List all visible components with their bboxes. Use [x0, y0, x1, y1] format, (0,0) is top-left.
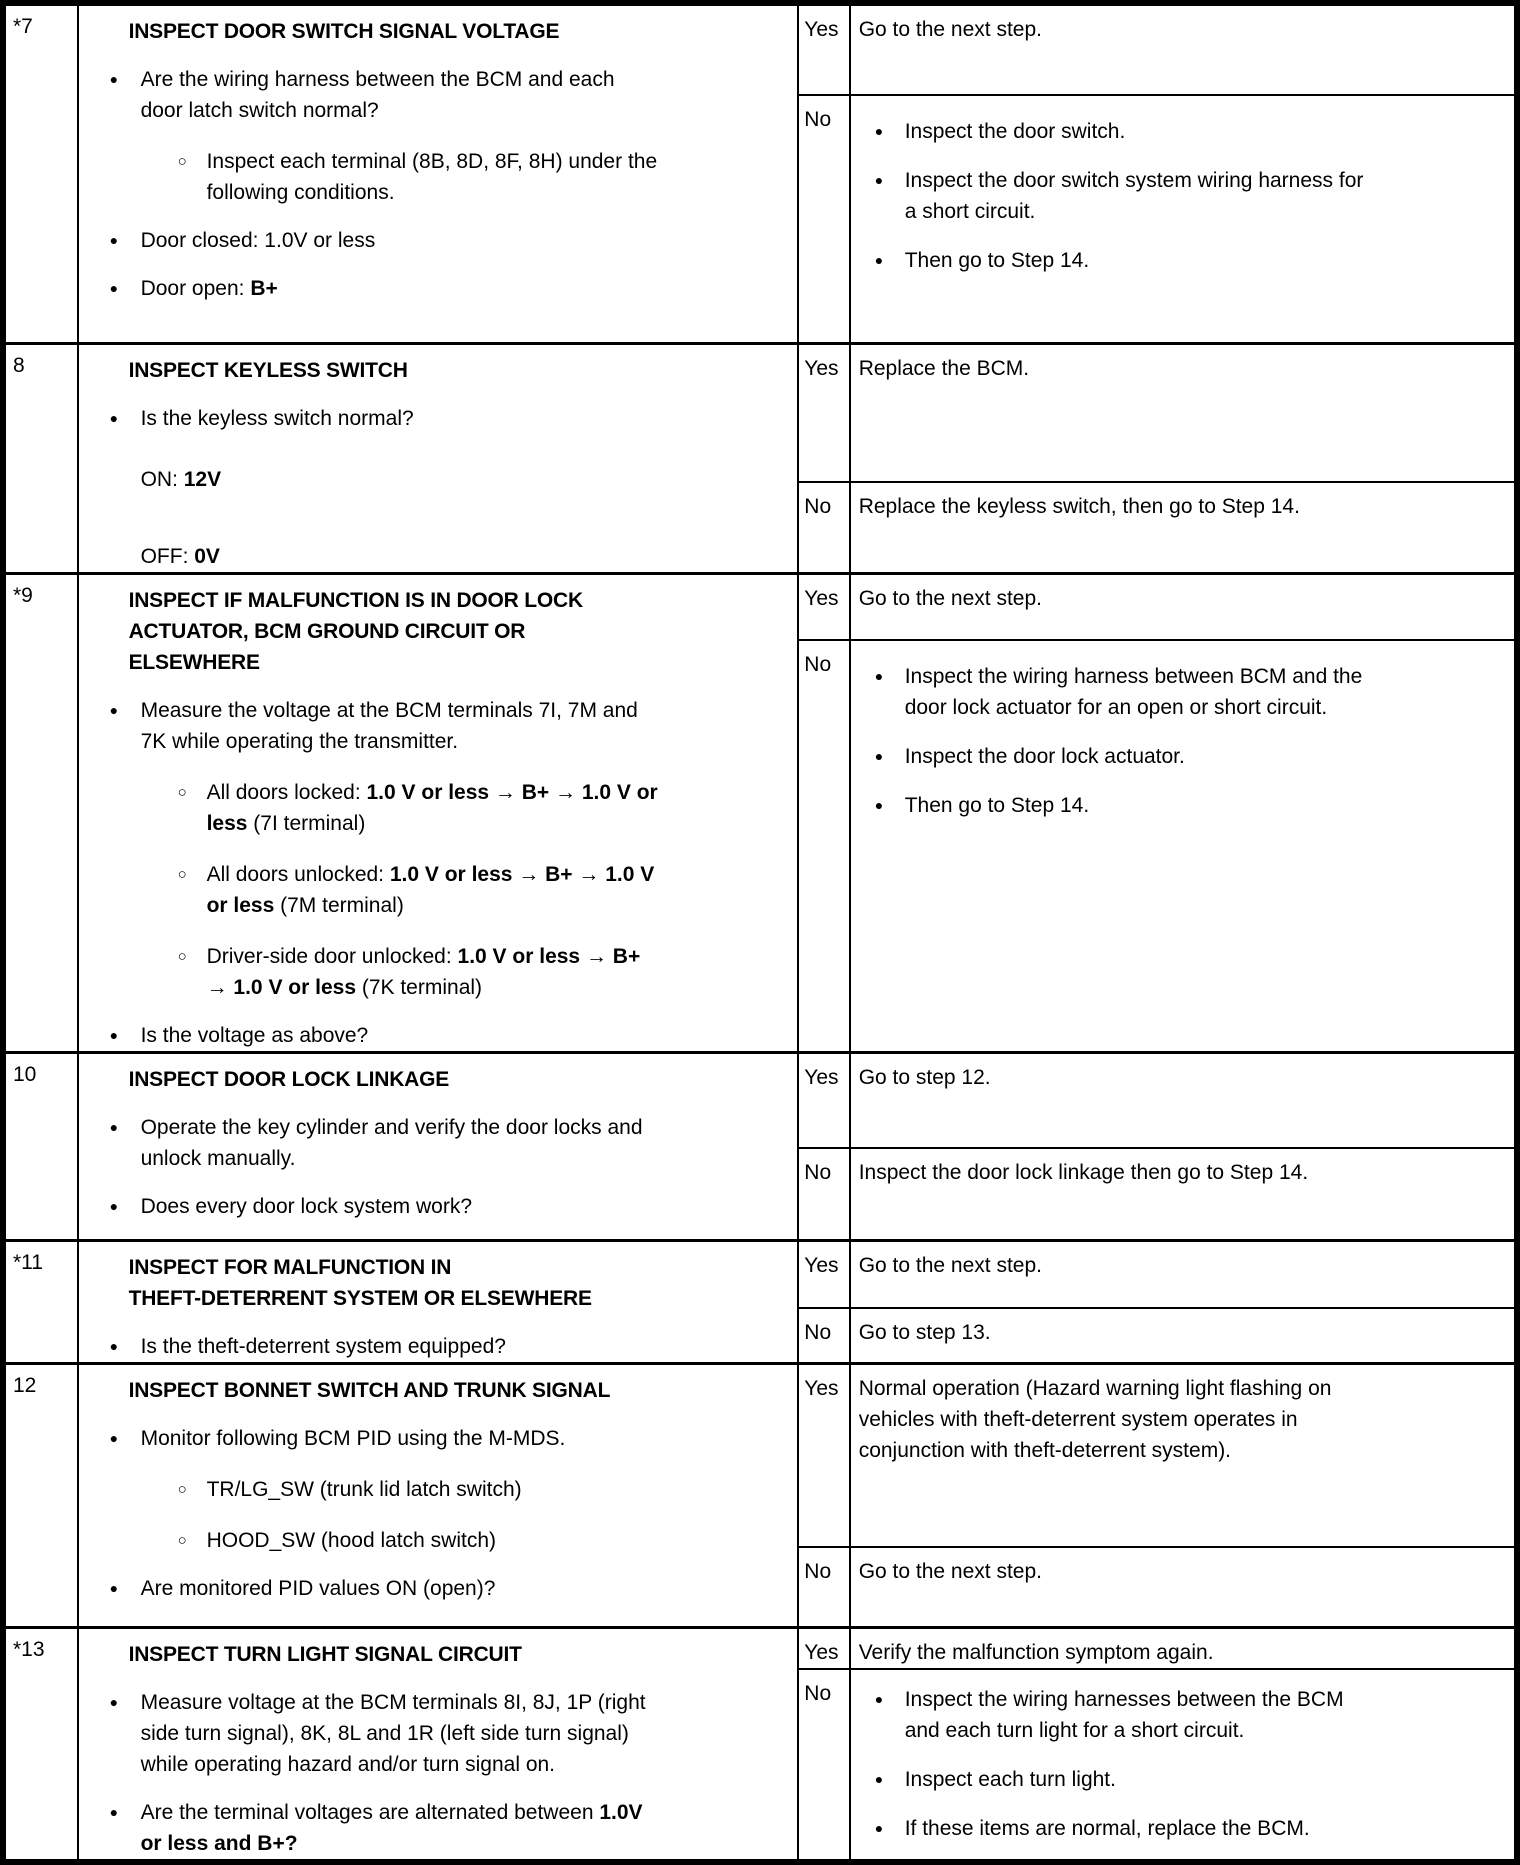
item-text: ON: 12V [140, 467, 222, 491]
table-row-yes [3, 343, 1517, 482]
verdict-label: No [804, 1161, 832, 1184]
action-text: Go to step 12. [858, 1065, 991, 1089]
action-cell [850, 1627, 1517, 1669]
item-text: Does every door lock system work? [140, 1194, 473, 1218]
bullet-icon: ● [109, 1579, 119, 1596]
step-number: *7 [13, 15, 33, 38]
inspection-sub-item [175, 941, 784, 1003]
verdict-label: No [804, 494, 832, 518]
verdict-cell [798, 1052, 849, 1148]
item-text: Is the keyless switch normal? [140, 406, 414, 430]
bullet-icon: ● [874, 1690, 884, 1707]
action-text: Normal operation (Hazard warning light flashing on vehicles with theft-deterrent system operates in conjunction with theft-deterrent system). [858, 1376, 1332, 1462]
inspection-item [107, 64, 784, 126]
action-cell [850, 482, 1517, 573]
inspection-item [107, 695, 784, 757]
sub-bullet-icon: ○ [177, 947, 187, 965]
bullet-icon: ● [109, 1118, 119, 1135]
verdict-cell [798, 3, 849, 95]
step-cell [3, 1052, 78, 1240]
action-cell [850, 1052, 1517, 1148]
action-cell [850, 3, 1517, 95]
action-text: Then go to Step 14. [904, 249, 1090, 272]
action-text: Replace the keyless switch, then go to Step 14. [858, 494, 1300, 518]
item-text: Measure the voltage at the BCM terminals 7I, 7M and 7K while operating the transmitter. [140, 698, 638, 753]
inspection-item [107, 1331, 784, 1362]
action-text: Go to step 13. [858, 1320, 991, 1344]
inspection-sub-item [175, 777, 784, 839]
bullet-icon: ● [874, 1770, 884, 1787]
inspection-cell [78, 1627, 799, 1862]
inspection-cell [78, 1240, 799, 1363]
verdict-label: No [804, 652, 832, 676]
sub-bullet-icon: ○ [177, 865, 187, 883]
action-text: Inspect the door lock actuator. [904, 744, 1185, 768]
action-item [873, 661, 1504, 723]
step-title-line: INSPECT DOOR LOCK LINKAGE [128, 1067, 450, 1091]
action-cell [850, 95, 1517, 343]
table-row-yes [3, 3, 1517, 95]
action-item [873, 1813, 1504, 1844]
action-item [873, 116, 1504, 147]
item-text: Inspect each terminal (8B, 8D, 8F, 8H) under the following conditions. [206, 150, 658, 204]
action-text: Go to the next step. [858, 586, 1042, 610]
item-text: Are the wiring harness between the BCM and each door latch switch normal? [140, 68, 615, 122]
inspection-item [107, 1112, 784, 1174]
table-row-yes [3, 1627, 1517, 1669]
inspection-item [107, 1191, 784, 1222]
step-number: *9 [13, 583, 33, 607]
step-number: 12 [13, 1373, 37, 1397]
action-text: Inspect the door switch system wiring harness for a short circuit. [904, 169, 1364, 223]
item-text: Is the voltage as above? [140, 1023, 369, 1047]
bullet-icon: ● [109, 71, 119, 87]
bullet-icon: ● [874, 667, 884, 684]
item-text: Door open: B+ [140, 277, 278, 300]
step-title [129, 1064, 689, 1095]
step-number: *11 [13, 1250, 43, 1274]
verdict-cell [798, 1363, 849, 1547]
inspection-sub-item [175, 146, 784, 208]
sub-bullet-icon: ○ [177, 1531, 187, 1549]
step-cell [3, 343, 78, 573]
verdict-cell [798, 1240, 849, 1308]
action-text: Verify the malfunction symptom again. [858, 1640, 1214, 1664]
action-item [873, 245, 1504, 276]
bullet-icon: ● [109, 1693, 119, 1710]
action-text: Then go to Step 14. [904, 793, 1090, 817]
verdict-cell [798, 343, 849, 482]
step-title-line: INSPECT FOR MALFUNCTION IN [128, 1255, 452, 1279]
step-title [129, 1252, 689, 1314]
table-row-yes [3, 1240, 1517, 1308]
item-text: Door closed: 1.0V or less [140, 229, 376, 252]
action-item [873, 741, 1504, 772]
action-text: Go to the next step. [858, 1253, 1042, 1277]
bullet-icon: ● [874, 123, 884, 139]
step-number: 8 [13, 353, 25, 377]
action-item [873, 1764, 1504, 1795]
item-text: TR/LG_SW (trunk lid latch switch) [206, 1477, 522, 1501]
step-cell [3, 1240, 78, 1363]
item-text: OFF: 0V [140, 544, 220, 568]
inspection-cell [78, 343, 799, 573]
sub-bullet-icon: ○ [177, 783, 187, 801]
action-cell [850, 573, 1517, 640]
verdict-label: Yes [804, 586, 839, 610]
verdict-cell [798, 482, 849, 573]
verdict-label: Yes [804, 356, 839, 380]
verdict-cell [798, 1669, 849, 1862]
step-number: 10 [13, 1062, 37, 1086]
step-title [129, 16, 689, 47]
inspection-cell [78, 573, 799, 1052]
verdict-cell [798, 1308, 849, 1363]
action-text: Inspect each turn light. [904, 1767, 1116, 1791]
action-text: If these items are normal, replace the BCM. [904, 1816, 1310, 1840]
verdict-label: Yes [804, 1065, 839, 1089]
bullet-icon: ● [109, 1337, 119, 1354]
step-title [129, 1375, 689, 1406]
bullet-icon: ● [109, 1429, 119, 1446]
table-row-yes [3, 1052, 1517, 1148]
action-text: Inspect the door switch. [904, 120, 1126, 143]
table-row-yes [3, 573, 1517, 640]
action-text: Inspect the door lock linkage then go to Step 14. [858, 1161, 1309, 1184]
verdict-cell [798, 1547, 849, 1627]
bullet-icon: ● [109, 409, 119, 426]
step-title [129, 585, 689, 678]
step-cell [3, 1363, 78, 1627]
step-title-line: INSPECT DOOR SWITCH SIGNAL VOLTAGE [128, 20, 560, 43]
action-cell [850, 1669, 1517, 1862]
verdict-label: Yes [804, 1376, 839, 1400]
inspection-item [107, 403, 784, 434]
step-title-line: THEFT-DETERRENT SYSTEM OR ELSEWHERE [128, 1286, 592, 1310]
inspection-sub-item [175, 1474, 784, 1505]
inspection-item [107, 1797, 784, 1859]
step-title-line: ELSEWHERE [128, 650, 260, 674]
verdict-label: Yes [804, 1640, 839, 1664]
step-title-line: INSPECT BONNET SWITCH AND TRUNK SIGNAL [128, 1378, 611, 1402]
table-row-yes [3, 1363, 1517, 1547]
inspection-item [107, 273, 784, 304]
inspection-cell [78, 1363, 799, 1627]
item-text: Are the terminal voltages are alternated between 1.0V or less and B+? [140, 1800, 643, 1855]
bullet-icon: ● [874, 172, 884, 188]
action-cell [850, 1308, 1517, 1363]
inspection-item [107, 1687, 784, 1780]
action-item [873, 165, 1504, 227]
action-text: Inspect the wiring harnesses between the BCM and each turn light for a short circuit. [904, 1687, 1344, 1742]
action-cell [850, 640, 1517, 1052]
verdict-cell [798, 1148, 849, 1240]
inspection-cell [78, 3, 799, 343]
bullet-icon: ● [109, 280, 119, 296]
action-cell [850, 1240, 1517, 1308]
verdict-label: No [804, 1320, 832, 1344]
item-text: Measure voltage at the BCM terminals 8I, 8J, 1P (right side turn signal), 8K, 8L and 1R (left side turn signal) while operating hazard and/or turn signal on. [140, 1690, 646, 1776]
inspection-item [107, 1423, 784, 1454]
step-title-line: INSPECT IF MALFUNCTION IS IN DOOR LOCK [128, 588, 583, 612]
verdict-label: Yes [804, 18, 839, 41]
bullet-icon: ● [874, 252, 884, 268]
action-text: Go to the next step. [858, 18, 1042, 41]
bullet-icon: ● [109, 1197, 119, 1214]
step-title [129, 1639, 689, 1670]
verdict-cell [798, 573, 849, 640]
inspection-item [107, 225, 784, 256]
step-cell [3, 573, 78, 1052]
action-text: Inspect the wiring harness between BCM and the door lock actuator for an open or short circuit. [904, 664, 1363, 719]
verdict-cell [798, 640, 849, 1052]
action-item [873, 790, 1504, 821]
verdict-label: No [804, 1560, 832, 1583]
action-text: Go to the next step. [858, 1560, 1042, 1583]
item-text: HOOD_SW (hood latch switch) [206, 1528, 496, 1552]
step-cell [3, 3, 78, 343]
step-cell [3, 1627, 78, 1862]
action-cell [850, 1547, 1517, 1627]
item-text: Monitor following BCM PID using the M-MDS. [140, 1426, 566, 1450]
action-cell [850, 1363, 1517, 1547]
bullet-icon: ● [874, 1819, 884, 1836]
verdict-cell [798, 95, 849, 343]
verdict-cell [798, 1627, 849, 1669]
inspection-item [107, 1573, 784, 1604]
step-number: *13 [13, 1637, 45, 1661]
bullet-icon: ● [874, 747, 884, 764]
inspection-cell [78, 1052, 799, 1240]
item-text: Operate the key cylinder and verify the door locks and unlock manually. [140, 1115, 643, 1170]
bullet-icon: ● [109, 1026, 119, 1043]
sub-bullet-icon: ○ [177, 153, 187, 170]
verdict-label: Yes [804, 1253, 839, 1277]
inspection-item [107, 1020, 784, 1051]
action-cell [850, 343, 1517, 482]
item-text: Are monitored PID values ON (open)? [140, 1576, 496, 1600]
item-text: All doors locked: 1.0 V or less → B+ → 1.0 V or less (7I terminal) [206, 780, 658, 835]
action-cell [850, 1148, 1517, 1240]
step-title-line: INSPECT KEYLESS SWITCH [128, 358, 408, 382]
step-title-line: INSPECT TURN LIGHT SIGNAL CIRCUIT [128, 1642, 522, 1666]
bullet-icon: ● [109, 1803, 119, 1820]
item-text: Is the theft-deterrent system equipped? [140, 1334, 506, 1358]
inspection-sub-item [175, 1525, 784, 1556]
inspection-sub-item [175, 859, 784, 921]
bullet-icon: ● [874, 796, 884, 813]
verdict-label: No [804, 1681, 832, 1705]
action-item [873, 1684, 1504, 1746]
bullet-icon: ● [109, 701, 119, 718]
action-text: Replace the BCM. [858, 356, 1030, 380]
bullet-icon: ● [109, 232, 119, 248]
verdict-label: No [804, 108, 832, 131]
step-title [129, 355, 689, 386]
item-text: Driver-side door unlocked: 1.0 V or less → B+ → 1.0 V or less (7K terminal) [206, 944, 641, 999]
item-text: All doors unlocked: 1.0 V or less → B+ → 1.0 V or less (7M terminal) [206, 862, 655, 917]
step-title-line: ACTUATOR, BCM GROUND CIRCUIT OR [128, 619, 526, 643]
sub-bullet-icon: ○ [177, 1480, 187, 1498]
